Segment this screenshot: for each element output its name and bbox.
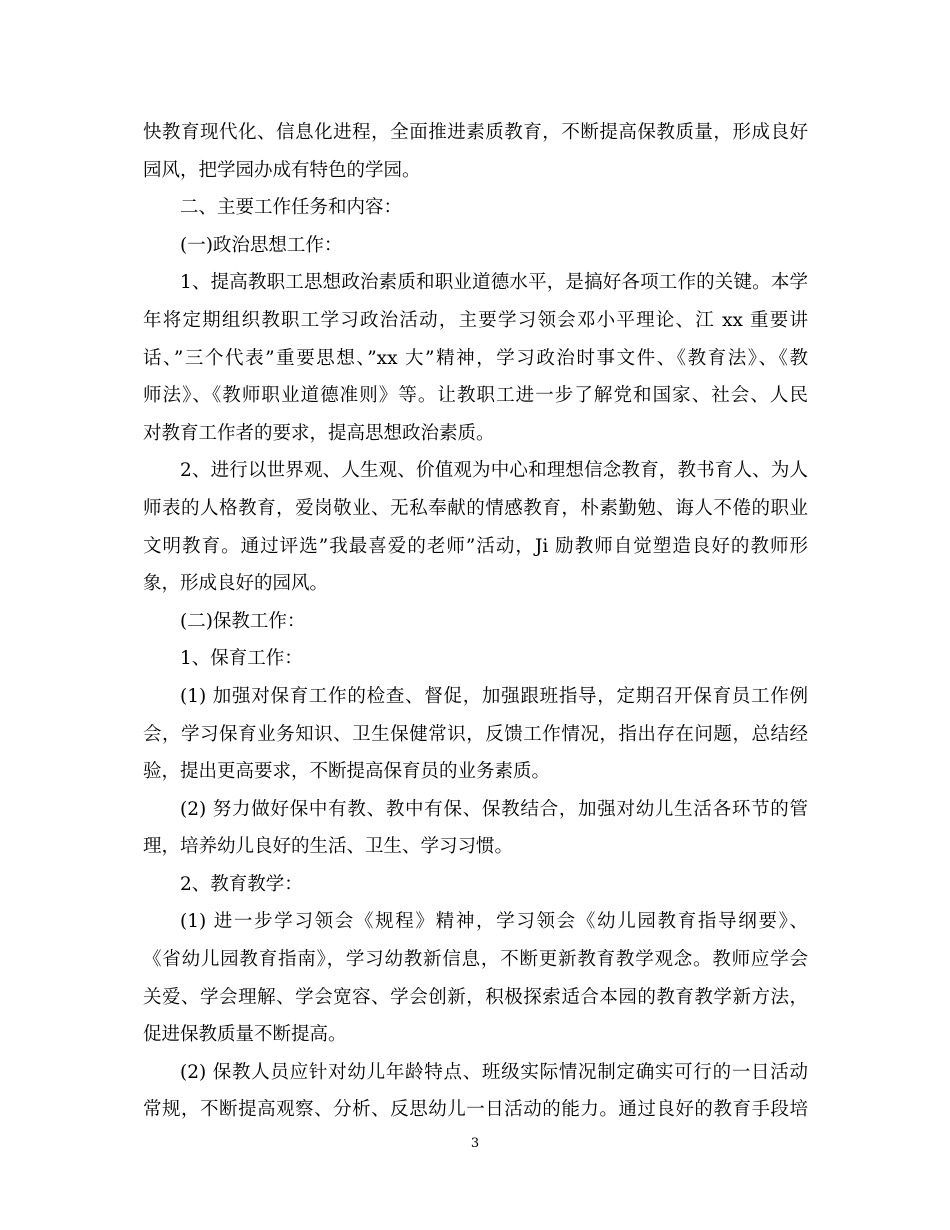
text-line: (2) 保教人员应针对幼儿年龄特点、班级实际情况制定确实可行的一日活动 (180, 1061, 808, 1083)
text-line: (1) 加强对保育工作的检查、督促，加强跟班指导，定期召开保育员工作例 (180, 685, 808, 707)
text-line: 文明教育。通过评选”我最喜爱的老师”活动，Ji 励教师自觉塑造良好的教师形 (143, 535, 808, 557)
text-line: 2、进行以世界观、人生观、价值观为中心和理想信念教育，教书育人、为人 (180, 460, 808, 482)
text-line: 2、教育教学： (180, 873, 303, 895)
text-line: 《省幼儿园教育指南》，学习幼教新信息，不断更新教育教学观念。教师应学会 (143, 949, 808, 971)
text-line: 师表的人格教育，爱岗敬业、无私奉献的情感教育，朴素勤勉、诲人不倦的职业 (143, 497, 808, 519)
text-line: (2) 努力做好保中有教、教中有保、保教结合，加强对幼儿生活各环节的管 (180, 798, 808, 820)
text-line: 话、”三个代表”重要思想、”xx 大”精神，学习政治时事文件、《教育法》、《教 (143, 347, 808, 369)
text-line: 理，培养幼儿良好的生活、卫生、学习习惯。 (143, 836, 514, 858)
text-line: 常规，不断提高观察、分析、反思幼儿一日活动的能力。通过良好的教育手段培 (143, 1099, 808, 1121)
text-line: (一)政治思想工作： (180, 234, 343, 256)
text-line: 对教育工作者的要求，提高思想政治素质。 (143, 422, 495, 444)
text-line: 象，形成良好的园风。 (143, 573, 329, 595)
text-line: 二、主要工作任务和内容： (180, 197, 403, 219)
text-line: (二)保教工作： (180, 610, 306, 632)
text-line: 会，学习保育业务知识、卫生保健常识，反馈工作情况，指出存在问题，总结经 (143, 723, 808, 745)
text-line: (1) 进一步学习领会《规程》精神，学习领会《幼儿园教育指导纲要》、 (180, 911, 808, 933)
page-number: 3 (470, 1136, 480, 1151)
text-line: 1、保育工作： (180, 648, 303, 670)
text-line: 验，提出更高要求，不断提高保育员的业务素质。 (143, 761, 551, 783)
text-line: 快教育现代化、信息化进程，全面推进素质教育，不断提高保教质量，形成良好 (143, 122, 808, 143)
text-line: 1、提高教职工思想政治素质和职业道德水平，是搞好各项工作的关键。本学 (180, 272, 808, 294)
text-line: 促进保教质量不断提高。 (143, 1024, 347, 1046)
document-body (143, 114, 808, 1129)
text-line: 关爱、学会理解、学会宽容、学会创新，积极探索适合本园的教育教学新方法， (143, 986, 808, 1008)
text-line: 年将定期组织教职工学习政治活动，主要学习领会邓小平理论、江 xx 重要讲 (143, 309, 808, 331)
text-line: 园风，把学园办成有特色的学园。 (143, 159, 421, 181)
text-line: 师法》、《教师职业道德准则》等。让教职工进一步了解党和国家、社会、人民 (143, 385, 808, 407)
